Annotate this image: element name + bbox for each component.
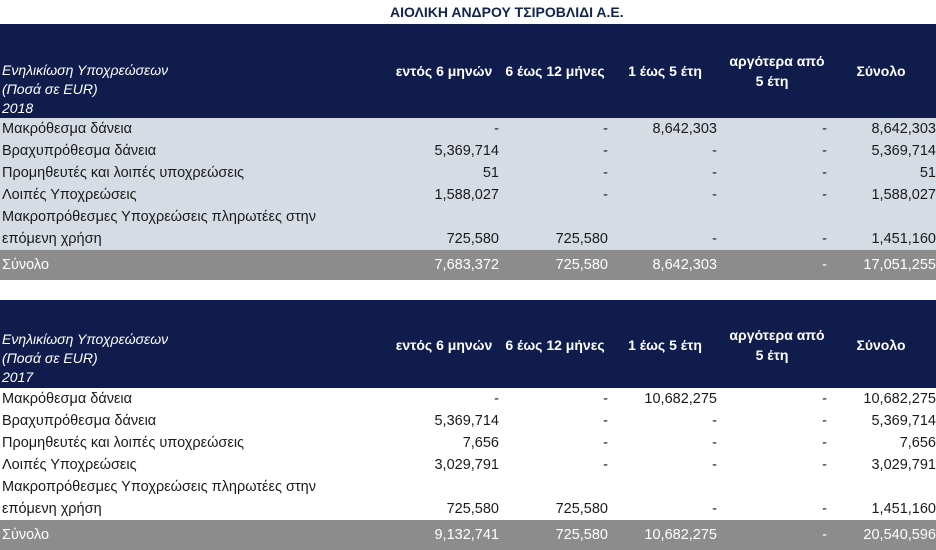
cell-value: - xyxy=(603,457,608,473)
cell-value: - xyxy=(712,187,717,203)
table-body xyxy=(0,118,936,250)
header-year: 2017 xyxy=(2,369,34,385)
row-label-continued: επόμενη χρήση xyxy=(2,231,102,247)
col-header-6-12-months: 6 έως 12 μήνες xyxy=(505,63,605,79)
row-label: Μακροπρόθεσμες Υποχρεώσεις πληρωτέες στην xyxy=(2,479,316,495)
row-label: Μακροπρόθεσμες Υποχρεώσεις πληρωτέες στην xyxy=(2,209,316,225)
row-label: Προμηθευτές και λοιπές υποχρεώσεις xyxy=(2,435,245,451)
maturity-table-2017 xyxy=(0,300,936,550)
total-row xyxy=(0,250,936,280)
row-label: Βραχυπρόθεσμα δάνεια xyxy=(2,413,157,429)
cell-value: 10,682,275 xyxy=(863,391,936,407)
cell-value: - xyxy=(712,413,717,429)
cell-value: - xyxy=(712,457,717,473)
row-label: Λοιπές Υποχρεώσεις xyxy=(2,187,137,203)
cell-value: - xyxy=(822,413,827,429)
cell-value: 1,451,160 xyxy=(871,231,936,247)
total-value: 17,051,255 xyxy=(863,257,936,273)
table-row xyxy=(0,184,936,206)
cell-value: - xyxy=(822,165,827,181)
cell-value: 8,642,303 xyxy=(871,121,936,137)
cell-value: - xyxy=(494,121,499,137)
table-row xyxy=(0,432,936,454)
cell-value: 725,580 xyxy=(555,501,608,517)
header-label: Ενηλικίωση Υποχρεώσεων xyxy=(2,331,169,347)
table-row xyxy=(0,140,936,162)
cell-value: - xyxy=(822,187,827,203)
header-currency-note: (Ποσά σε EUR) xyxy=(2,350,98,366)
col-header-total: Σύνολο xyxy=(856,63,906,79)
cell-value: - xyxy=(712,501,717,517)
total-label: Σύνολο xyxy=(2,257,50,273)
row-label: Μακρόθεσμα δάνεια xyxy=(2,391,133,407)
col-header-later-than: αργότερα από xyxy=(729,327,825,343)
table-row xyxy=(0,476,936,520)
table-row xyxy=(0,162,936,184)
cell-value: - xyxy=(822,457,827,473)
cell-value: 725,580 xyxy=(446,231,499,247)
row-label: Προμηθευτές και λοιπές υποχρεώσεις xyxy=(2,165,245,181)
table-row xyxy=(0,410,936,432)
cell-value: - xyxy=(603,413,608,429)
cell-value: - xyxy=(603,435,608,451)
header-currency-note: (Ποσά σε EUR) xyxy=(2,81,98,97)
header-year: 2018 xyxy=(2,100,34,116)
col-header-total: Σύνολο xyxy=(856,337,906,353)
cell-value: 1,451,160 xyxy=(871,501,936,517)
maturity-table-2018 xyxy=(0,24,936,280)
cell-value: - xyxy=(822,435,827,451)
cell-value: - xyxy=(712,231,717,247)
col-header-1-5-years: 1 έως 5 έτη xyxy=(628,63,702,79)
col-header-1-5-years: 1 έως 5 έτη xyxy=(628,337,702,353)
cell-value: - xyxy=(712,435,717,451)
col-header-5-years: 5 έτη xyxy=(755,73,789,89)
cell-value: - xyxy=(712,143,717,159)
col-header-later-than: αργότερα από xyxy=(729,53,825,69)
cell-value: - xyxy=(603,391,608,407)
cell-value: - xyxy=(712,165,717,181)
col-header-5-years: 5 έτη xyxy=(755,347,789,363)
cell-value: 5,369,714 xyxy=(871,413,936,429)
col-header-6-12-months: 6 έως 12 μήνες xyxy=(505,337,605,353)
cell-value: - xyxy=(494,391,499,407)
cell-value: 1,588,027 xyxy=(871,187,936,203)
cell-value: 1,588,027 xyxy=(434,187,499,203)
table-row xyxy=(0,118,936,140)
cell-value: 725,580 xyxy=(446,501,499,517)
cell-value: 7,656 xyxy=(462,435,499,451)
table-row xyxy=(0,388,936,410)
cell-value: - xyxy=(822,501,827,517)
table-row xyxy=(0,206,936,250)
cell-value: - xyxy=(822,121,827,137)
total-value: - xyxy=(822,257,827,273)
total-value: 20,540,596 xyxy=(863,527,936,543)
row-label-continued: επόμενη χρήση xyxy=(2,501,102,517)
total-value: - xyxy=(822,527,827,543)
cell-value: - xyxy=(603,165,608,181)
cell-value: - xyxy=(822,143,827,159)
total-value: 7,683,372 xyxy=(434,257,499,273)
table-header xyxy=(0,300,936,388)
total-value: 9,132,741 xyxy=(434,527,499,543)
total-value: 725,580 xyxy=(555,257,608,273)
col-header-6-months: εντός 6 μηνών xyxy=(395,337,493,353)
col-header-6-months: εντός 6 μηνών xyxy=(395,63,493,79)
cell-value: - xyxy=(603,143,608,159)
company-title: ΑΙΟΛΙΚΗ ΑΝΔΡΟΥ ΤΣΙΡΟΒΛΙΔΙ Α.Ε. xyxy=(390,4,624,20)
cell-value: 3,029,791 xyxy=(434,457,499,473)
table-header xyxy=(0,24,936,118)
header-label: Ενηλικίωση Υποχρεώσεων xyxy=(2,62,169,78)
cell-value: 3,029,791 xyxy=(871,457,936,473)
cell-value: - xyxy=(822,231,827,247)
cell-value: 5,369,714 xyxy=(434,143,499,159)
total-value: 725,580 xyxy=(555,527,608,543)
total-row xyxy=(0,520,936,550)
row-label: Βραχυπρόθεσμα δάνεια xyxy=(2,143,157,159)
cell-value: 725,580 xyxy=(555,231,608,247)
table-body xyxy=(0,388,936,520)
total-label: Σύνολο xyxy=(2,527,50,543)
total-value: 10,682,275 xyxy=(644,527,717,543)
row-label: Λοιπές Υποχρεώσεις xyxy=(2,457,137,473)
cell-value: 5,369,714 xyxy=(434,413,499,429)
cell-value: - xyxy=(603,121,608,137)
cell-value: 7,656 xyxy=(899,435,936,451)
cell-value: 51 xyxy=(919,165,936,181)
cell-value: - xyxy=(822,391,827,407)
cell-value: - xyxy=(603,187,608,203)
row-label: Μακρόθεσμα δάνεια xyxy=(2,121,133,137)
table-row xyxy=(0,454,936,476)
cell-value: 51 xyxy=(482,165,499,181)
cell-value: 8,642,303 xyxy=(652,121,717,137)
total-value: 8,642,303 xyxy=(652,257,717,273)
cell-value: 10,682,275 xyxy=(644,391,717,407)
cell-value: 5,369,714 xyxy=(871,143,936,159)
